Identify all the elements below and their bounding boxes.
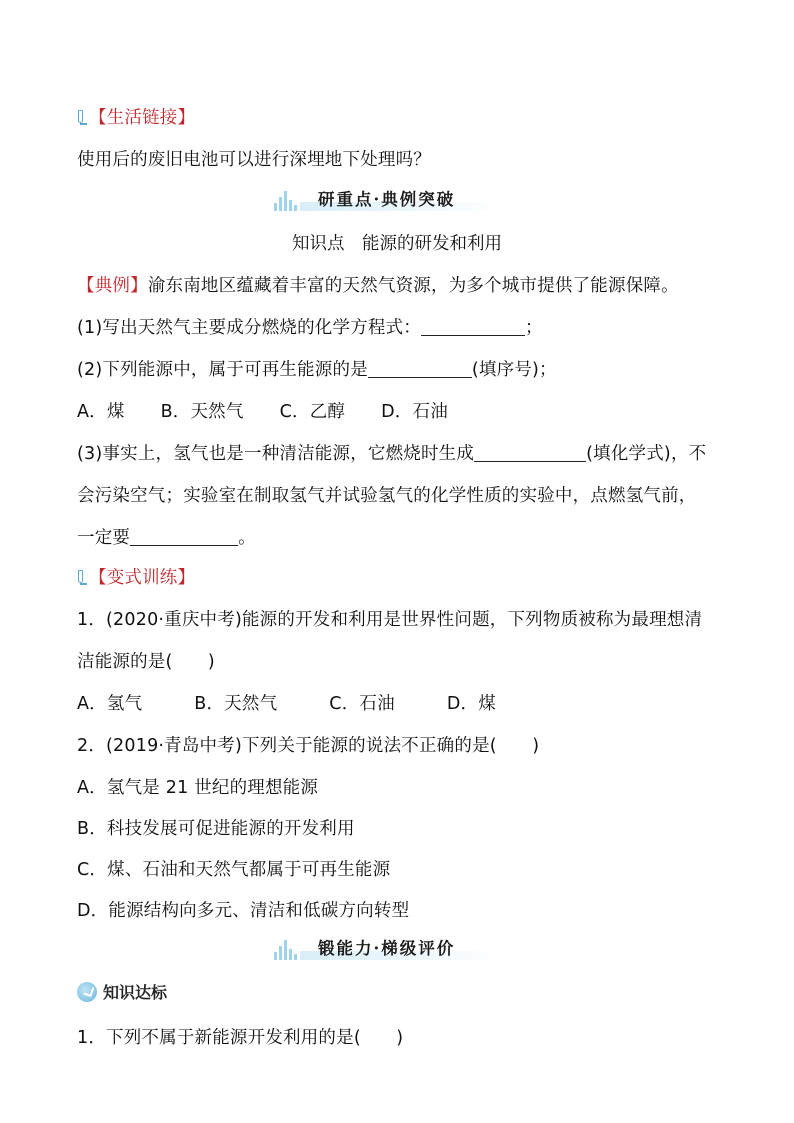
knowledge-target-heading: 知识达标 [77, 980, 167, 1003]
target-q1: 1．下列不属于新能源开发利用的是( ) [77, 1028, 404, 1048]
banner-title: 研重点·典例突破 [318, 190, 456, 209]
answer-blank[interactable] [474, 443, 586, 462]
section-banner-ability [270, 933, 500, 963]
variant-q2-option-d: D．能源结构向多元、清洁和低碳方向转型 [77, 901, 410, 921]
variant-q2: 2．(2019·青岛中考)下列关于能源的说法不正确的是( ) [77, 736, 540, 756]
section-banner-key-points [270, 184, 500, 214]
example-q1: (1)写出天然气主要成分燃烧的化学方程式： ； [77, 318, 543, 338]
example-intro: 【典例】渝东南地区蕴藏着丰富的天然气资源，为多个城市提供了能源保障。 [77, 276, 679, 296]
variant-q1-line2: 洁能源的是( ) [77, 652, 215, 672]
variant-q2-option-b: B．科技发展可促进能源的开发利用 [77, 819, 355, 839]
example-q2: (2)下列能源中，属于可再生能源的是 (填序号)； [77, 360, 557, 380]
life-link-question: 使用后的废旧电池可以进行深埋地下处理吗？ [77, 150, 431, 170]
bookmark-icon [77, 108, 87, 126]
answer-blank[interactable] [368, 359, 472, 378]
check-badge-icon [77, 982, 97, 1002]
example-q3-line2: 会污染空气；实验室在制取氢气并试验氢气的化学性质的实验中，点燃氢气前， [77, 486, 697, 506]
life-link-heading: 【生活链接】 [77, 104, 195, 129]
variant-q2-option-c: C．煤、石油和天然气都属于可再生能源 [77, 860, 391, 880]
answer-blank[interactable] [421, 317, 525, 336]
example-q2-options: A．煤 B．天然气 C．乙醇 D．石油 [77, 402, 448, 422]
variant-q1-options: A．氢气 B．天然气 C．石油 D．煤 [77, 694, 496, 714]
example-q3-line3: 一定要 。 [77, 528, 256, 548]
bookmark-icon [77, 568, 87, 586]
answer-blank[interactable] [130, 527, 238, 546]
banner-title: 锻能力·梯级评价 [318, 939, 456, 958]
variant-q2-option-a: A．氢气是 21 世纪的理想能源 [77, 778, 319, 798]
example-q3: (3)事实上，氢气也是一种清洁能源，它燃烧时生成 (填化学式)，不 [77, 444, 707, 464]
variant-heading: 【变式训练】 [77, 564, 195, 589]
knowledge-point-title: 知识点 能源的研发和利用 [292, 234, 502, 254]
variant-q1-line1: 1．(2020·重庆中考)能源的开发和利用是世界性问题，下列物质被称为最理想清 [77, 610, 703, 630]
